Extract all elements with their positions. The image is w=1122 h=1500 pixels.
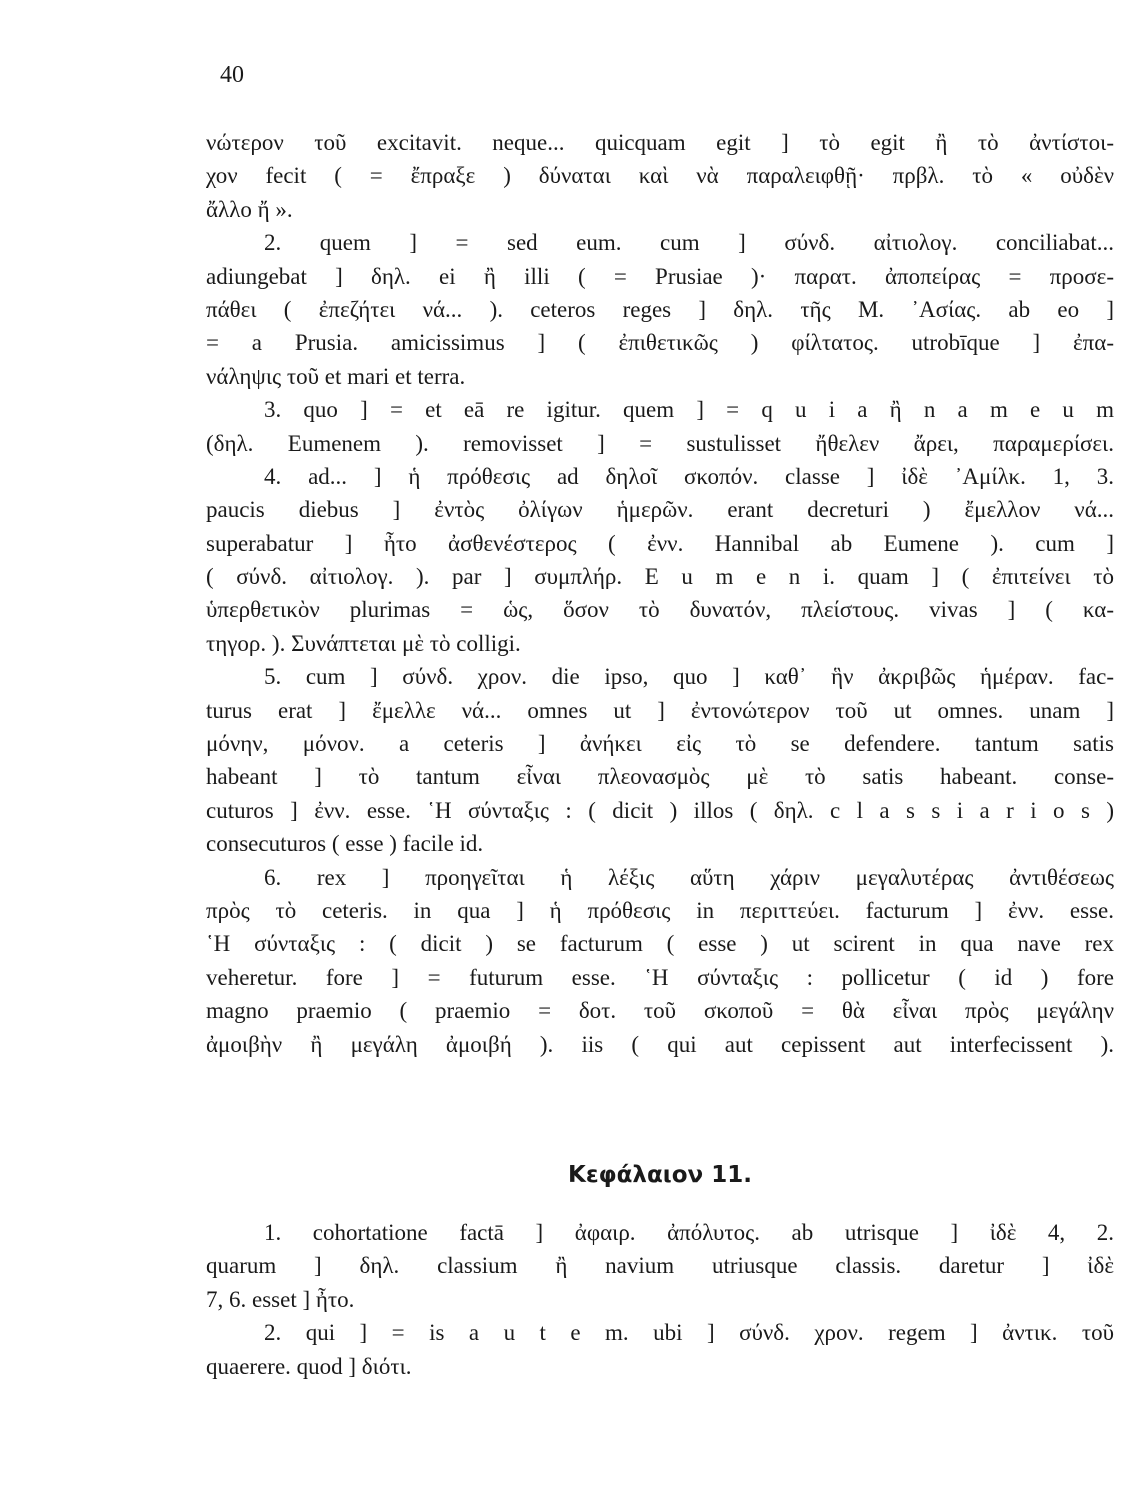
text-line: τηγορ. ). Συνάπτεται μὲ τὸ colligi. [206,630,521,656]
text-line: cuturos ] ἐνν. esse. ῾Η σύνταξις : ( dicit ) illos ( δηλ. c l a s s i a r i o s ) [206,797,1114,823]
text-line: νάληψις τοῦ et mari et terra. [206,363,466,389]
chapter-heading: Κεφάλαιον 11. [568,1162,752,1188]
commentary-text-section-2 [206,1216,1114,1383]
text-line: 2. quem ] = sed eum. cum ] σύνδ. αἰτιολογ. conciliabat... [264,230,1114,256]
commentary-text-section-1 [206,126,1114,1061]
text-line: πάθει ( ἐπεζήτει νά... ). ceteros reges ] δηλ. τῆς Μ. ᾿Ασίας. ab eo ] [206,296,1114,322]
chapter-heading-wrap [206,1158,1114,1192]
text-line: ( σύνδ. αἰτιολογ. ). par ] συμπλήρ. E u m e n i. quam ] ( ἐπιτείνει τὸ [206,564,1114,590]
text-line: 6. rex ] προηγεῖται ἡ λέξις αὕτη χάριν μεγαλυτέρας ἀντιθέσεως [264,864,1114,890]
text-line: (δηλ. Eumenem ). removisset ] = sustulisset ἤθελεν ἄρει, παραμερίσει. [206,430,1114,456]
text-line: habeant ] τὸ tantum εἶναι πλεονασμὸς μὲ τὸ satis habeant. conse- [206,764,1114,790]
text-line: quarum ] δηλ. classium ἢ navium utriusque classis. daretur ] ἰδὲ [206,1253,1114,1279]
text-line: magno praemio ( praemio = δοτ. τοῦ σκοποῦ = θὰ εἶναι πρὸς μεγάλην [206,998,1114,1024]
text-line: ἀμοιβὴν ἢ μεγάλη ἀμοιβή ). iis ( qui aut cepissent aut interfecissent ). [206,1031,1114,1057]
text-line: consecuturos ( esse ) facile id. [206,831,484,857]
text-line: adiungebat ] δηλ. ei ἢ illi ( = Prusiae )· παρατ. ἀποπείρας = προσε- [206,263,1114,289]
text-line: superabatur ] ἦτο ἀσθενέστερος ( ἐνν. Hannibal ab Eumene ). cum ] [206,530,1114,556]
text-line: turus erat ] ἔμελλε νά... omnes ut ] ἐντονώτερον τοῦ ut omnes. unam ] [206,697,1114,723]
text-line: 3. quo ] = et eā re igitur. quem ] = q u i a ἢ n a m e u m [264,397,1114,423]
text-line: 7, 6. esset ] ἦτο. [206,1286,355,1312]
text-line: paucis diebus ] ἐντὸς ὀλίγων ἡμερῶν. erant decreturi ) ἔμελλον νά... [206,497,1114,523]
text-line: ῾Η σύνταξις : ( dicit ) se facturum ( esse ) ut scirent in qua nave rex [206,931,1114,957]
text-line: ἄλλο ἤ ». [206,196,293,222]
text-line: 1. cohortatione factā ] ἀφαιρ. ἀπόλυτος. ab utrisque ] ἰδὲ 4, 2. [264,1220,1114,1245]
text-line: 4. ad... ] ἡ πρόθεσις ad δηλοῖ σκοπόν. classe ] ἰδὲ ᾿Αμίλκ. 1, 3. [264,463,1114,489]
text-line: quaerere. quod ] διότι. [206,1353,412,1379]
text-line: ὑπερθετικὸν plurimas = ὡς, ὅσον τὸ δυνατόν, πλείστους. vivas ] ( κα- [206,597,1114,623]
text-line: 5. cum ] σύνδ. χρον. die ipso, quo ] καθ᾿ ἣν ἀκριβῶς ἡμέραν. fac- [264,664,1114,690]
text-line: μόνην, μόνον. a ceteris ] ἀνήκει εἰς τὸ se defendere. tantum satis [206,731,1114,757]
text-line: χον fecit ( = ἔπραξε ) δύναται καὶ νὰ παραλειφθῇ· πρβλ. τὸ « οὐδὲν [206,163,1114,189]
text-line: νώτερον τοῦ excitavit. neque... quicquam egit ] τὸ egit ἢ τὸ ἀντίστοι- [206,130,1114,155]
page-number: 40 [220,62,244,88]
text-line: πρὸς τὸ ceteris. in qua ] ἡ πρόθεσις in περιττεύει. facturum ] ἐνν. esse. [206,897,1114,923]
text-line: veheretur. fore ] = futurum esse. ῾Η σύνταξις : pollicetur ( id ) fore [206,964,1114,990]
text-line: = a Prusia. amicissimus ] ( ἐπιθετικῶς ) φίλτατος. utrobīque ] ἐπα- [206,330,1114,356]
text-line: 2. qui ] = is a u t e m. ubi ] σύνδ. χρον. regem ] ἀντικ. τοῦ [264,1320,1114,1346]
